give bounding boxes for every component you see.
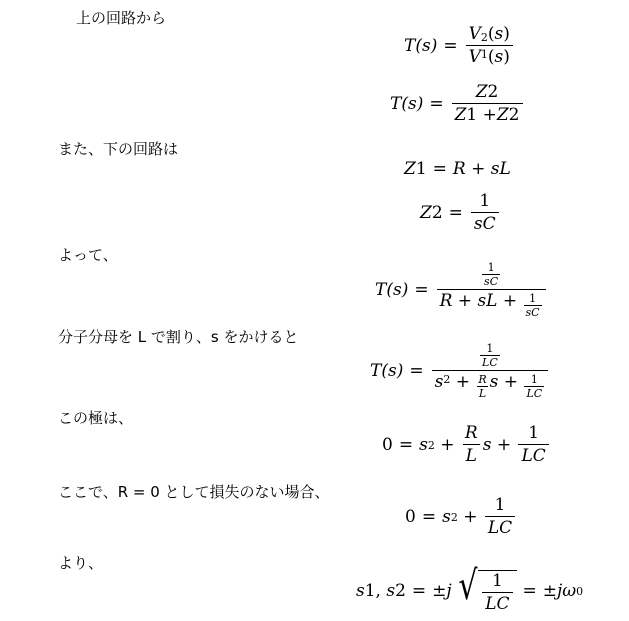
eq2-fraction: Z 2 Z 1 + Z 2	[452, 84, 523, 124]
text-line-5: この極は、	[58, 409, 134, 427]
text-line-6: ここで、R = 0 として損失のない場合、	[58, 483, 330, 501]
equation-transfer-impedance: T(s) = Z 2 Z 1 + Z 2	[390, 84, 525, 124]
equation-transfer-substituted: T(s) = $\frac{1}{sC}$ R + sL + $\frac{1}{sC}$	[375, 262, 548, 318]
text-line-1: 上の回路から	[76, 9, 167, 27]
equation-pole-solution: s 1, s 2 = ± j √ $\frac{1}{LC}$ = ± jω 0	[356, 563, 584, 614]
eq2-lhs: T(s)	[390, 93, 424, 114]
equation-poles: 0 = s 2 + $\frac{R}{L}$ s + $\frac{1}{LC}$	[382, 425, 551, 465]
text-line-3: よって、	[58, 246, 118, 264]
equation-z2: Z 2 = $\frac{1}{sC}$	[420, 193, 501, 233]
equation-transfer-normalized: T(s) = $\frac{1}{LC}$ s 2 + $\frac{R}{L}$ s + $\frac{1}{LC}$	[370, 343, 550, 399]
eq4-fraction: $\frac{1}{sC}$	[471, 193, 499, 233]
eq1-fraction: V 2 ( s ) V 1 ( s )	[466, 26, 513, 66]
eq6-lhs: T(s)	[370, 360, 404, 381]
eq8-lhs: 0	[405, 506, 416, 527]
equation-transfer-def: T(s) = V 2 ( s ) V 1 ( s )	[404, 26, 515, 66]
eq7-lhs: 0	[382, 434, 393, 455]
text-line-7: より、	[58, 554, 104, 572]
text-line-4: 分子分母を L で割り、s をかけると	[58, 328, 299, 346]
eq5-lhs: T(s)	[375, 279, 409, 300]
eq1-lhs: T(s)	[404, 35, 438, 56]
eq5-fraction: $\frac{1}{sC}$ R + sL + $\frac{1}{sC}$	[437, 262, 546, 318]
square-root: √ $\frac{1}{LC}$	[452, 570, 517, 613]
text-line-2: また、下の回路は	[58, 140, 179, 158]
equation-lossless-poles: 0 = s 2 + $\frac{1}{LC}$	[405, 497, 517, 537]
eq6-fraction: $\frac{1}{LC}$ s 2 + $\frac{R}{L}$ s + $\frac{1}{LC}$	[432, 343, 549, 399]
equation-z1: Z 1 = R + sL	[404, 159, 511, 179]
